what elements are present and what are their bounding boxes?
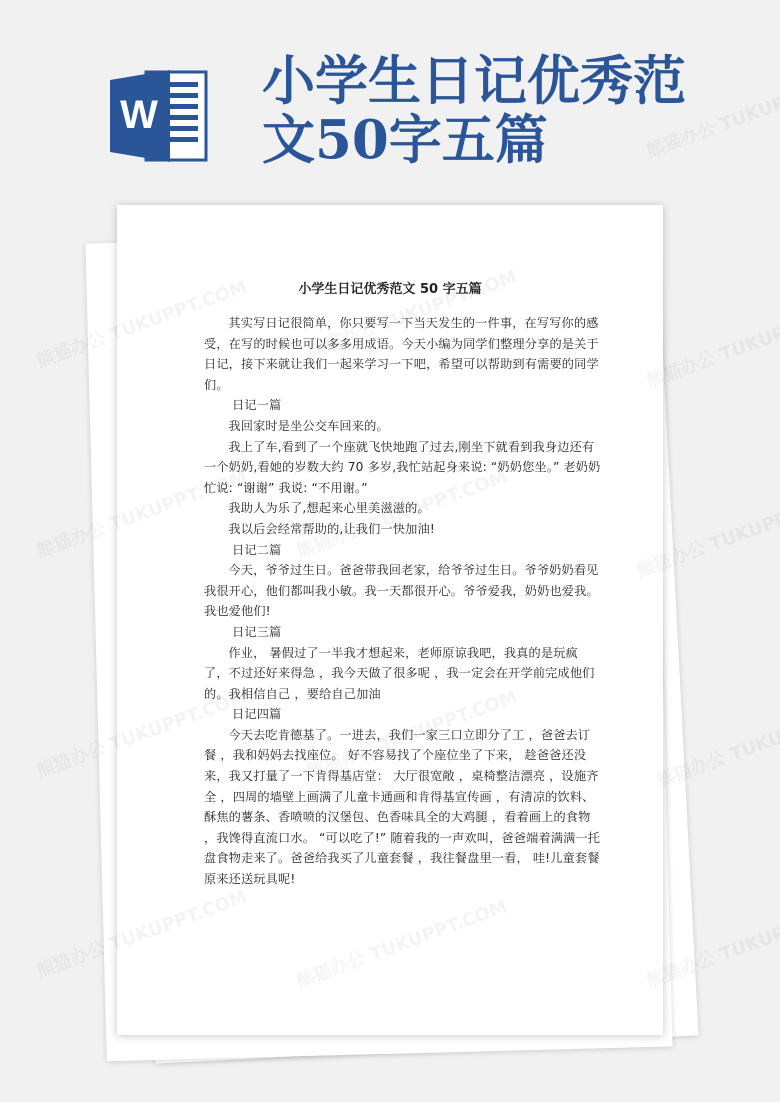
paragraph: 我上了车,看到了一个座就飞快地跑了过去,刚坐下就看到我身边还有一个奶奶,看她的岁数大约 70 多岁,我忙站起身来说: “奶奶您坐。” 老奶奶忙说: “谢谢” 我说: “不用谢。”	[204, 439, 601, 495]
paragraph: 今天，爷爷过生日。爸爸带我回老家，给爷爷过生日。爷爷奶奶看见我很开心，他们都叫我小敏。我一天都很开心。爷爷爱我，奶奶也爱我。我也爱他们!	[204, 563, 599, 619]
page-title-line-2: 文50字五篇	[262, 109, 548, 171]
paragraph: 其实写日记很简单，你只要写一下当天发生的一件事，在写写你的感受，在写的时候也可以多多用成语。今天小编为同学们整理分享的是关于日记，接下来就让我们一起来学习一下吧，希望可以帮助到有需要的同学们。	[204, 316, 599, 392]
page-title	[262, 52, 762, 170]
document-title: 小学生日记优秀范文 50 字五篇	[298, 282, 482, 297]
section-heading: 日记二篇	[232, 542, 282, 557]
word-icon-letter: W	[120, 93, 158, 137]
section-heading: 日记三篇	[232, 624, 282, 639]
document-body	[204, 313, 602, 890]
section-heading: 日记一篇	[232, 398, 282, 413]
section-heading: 日记四篇	[232, 707, 282, 722]
paragraph: 我以后会经常帮助的,让我们一快加油!	[228, 521, 435, 536]
page-title-line-1: 小学生日记优秀范	[262, 50, 686, 112]
word-document-icon	[108, 68, 208, 164]
document-page	[117, 205, 663, 1035]
paragraph: 我助人为乐了,想起来心里美滋滋的。	[228, 501, 430, 516]
header	[0, 0, 780, 200]
paragraph: 作业， 暑假过了一半我才想起来，老师原谅我吧，我真的是玩疯了，不过还好来得急 ，我今天做了很多呢 ，我一定会在开学前完成他们的。我相信自己 ，要给自己加油	[204, 645, 595, 701]
paragraph: 今天去吃肯德基了。一进去，我们一家三口立即分了工 ，爸爸去订餐 ，我和妈妈去找座位。 好不容易找了个座位坐了下来， 趁爸爸还没来，我又打量了一下肯得基店堂： 大厅很宽敞 ，桌椅整洁漂亮 ，设施齐全 ，四周的墙壁上画满了儿童卡通画和肯得基宣传画 ，有清凉的饮料、酥焦的薯条、香喷喷的汉堡包、色香味具全的大鸡腿 ，看着画上的食物 ，我馋得直流口水。 “可以吃了!” 随着我的一声欢叫，爸爸端着满满一托盘食物走来了。爸爸给我买了儿童套餐 ，我往餐盘里一看， 哇!儿童套餐原来还送玩具呢!	[204, 727, 601, 887]
paragraph: 我回家时是坐公交车回来的。	[228, 418, 389, 433]
